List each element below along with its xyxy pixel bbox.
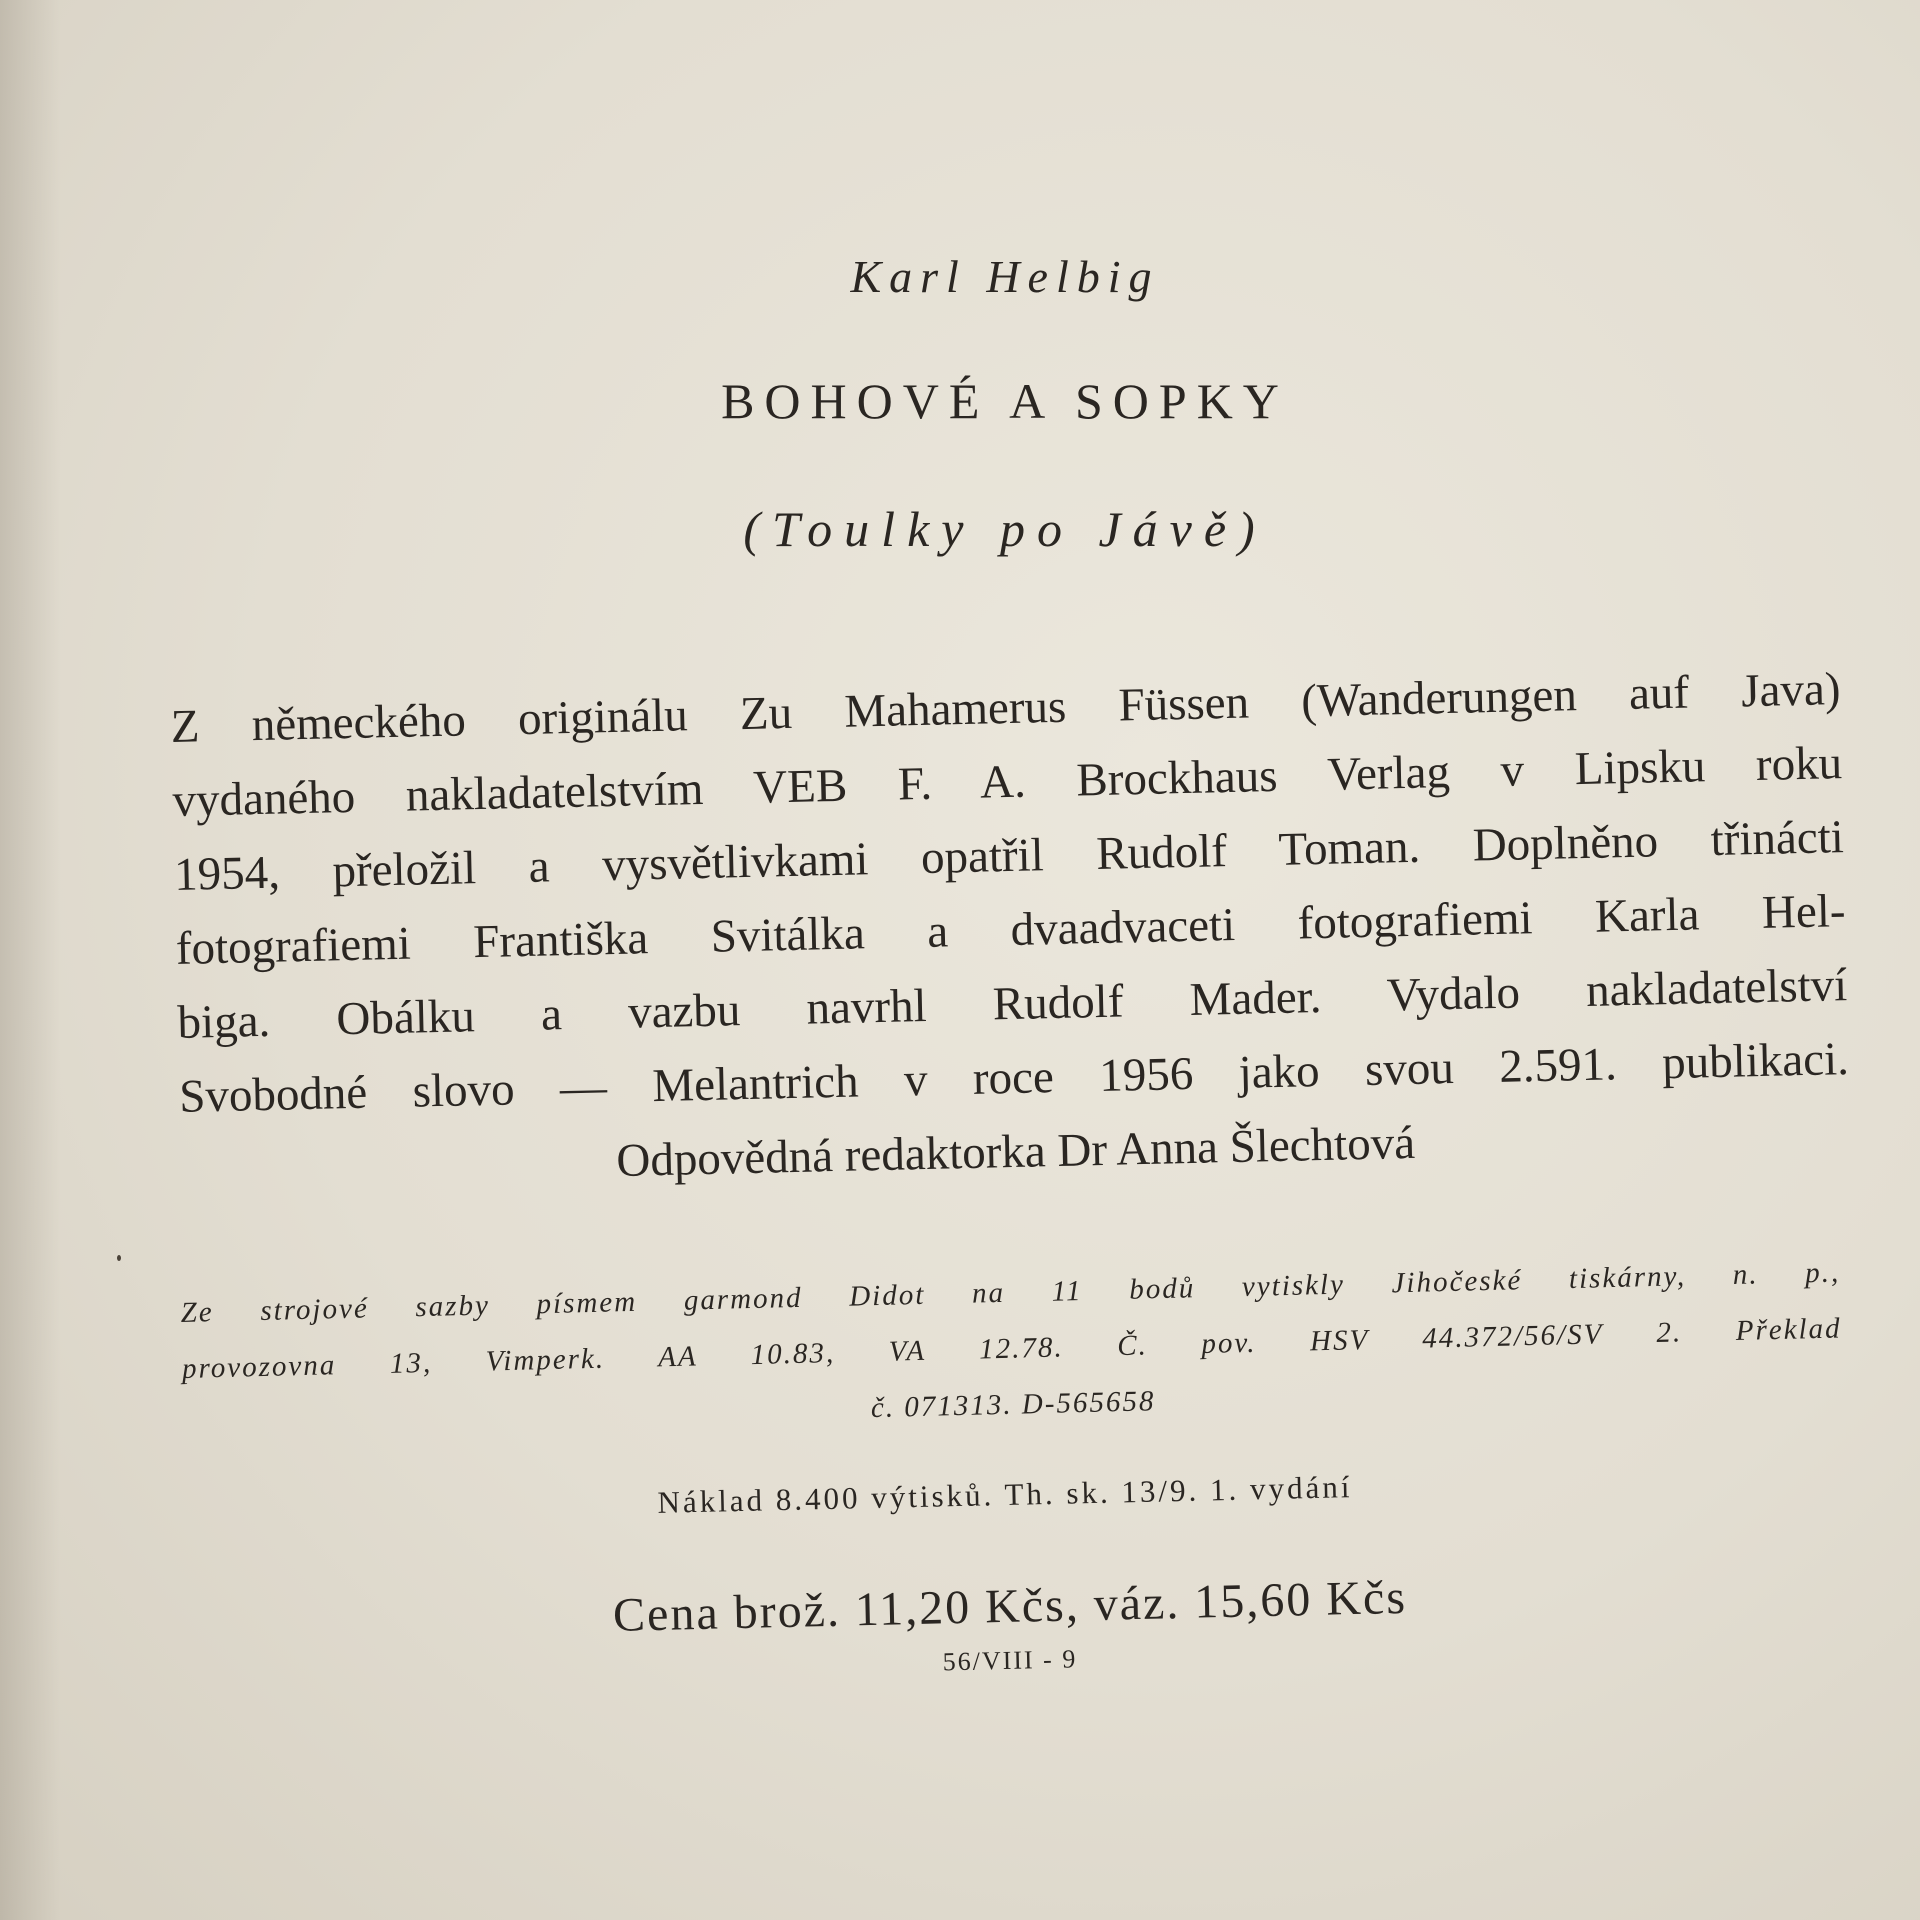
price-line: Cena brož. 11,20 Kčs, váz. 15,60 Kčs (612, 1570, 1408, 1642)
colophon-line: Z německého originálu Zu Mahamerus Füssen (Wanderungen auf Java) (170, 663, 1841, 753)
colophon-line: 1954, přeložil a vysvětlivkami opatřil Rudolf Toman. Doplněno třinácti (173, 811, 1845, 901)
printer-line: Ze strojové sazby písmem garmond Didot na 11 bodů vytiskly Jihočeské tiskárny, n. p., (180, 1256, 1841, 1329)
colophon-line: vydaného nakladatelstvím VEB F. A. Brockhaus Verlag v Lipsku roku (171, 737, 1843, 827)
printer-line: provozovna 13, Vimperk. AA 10.83, VA 12.78. Č. pov. HSV 44.372/56/SV 2. Překlad (181, 1312, 1842, 1385)
paper-speck (117, 1255, 121, 1261)
colophon-editor-line: Odpovědná redaktorka Dr Anna Šlechtová (615, 1116, 1416, 1187)
colophon-line: biga. Obálku a vazbu navrhl Rudolf Mader. Vydalo nakladatelství (176, 959, 1848, 1049)
colophon-line: fotografiemi Františka Svitálka a dvaadvaceti fotografiemi Karla Hel- (175, 885, 1847, 975)
author-name: Karl Helbig (850, 251, 1160, 302)
catalog-code: 56/VIII - 9 (942, 1644, 1078, 1677)
colophon-line: Svobodné slovo — Melantrich v roce 1956 jako svou 2.591. publikaci. (178, 1033, 1850, 1123)
colophon (170, 652, 1851, 1208)
book-title: BOHOVÉ A SOPKY (721, 373, 1289, 429)
book-subtitle: (Toulky po Jávě) (743, 501, 1267, 557)
printer-line: č. 071313. D-565658 (870, 1385, 1156, 1425)
printer-imprint (180, 1244, 1844, 1453)
print-run-info: Náklad 8.400 výtisků. Th. sk. 13/9. 1. vydání (657, 1469, 1353, 1520)
